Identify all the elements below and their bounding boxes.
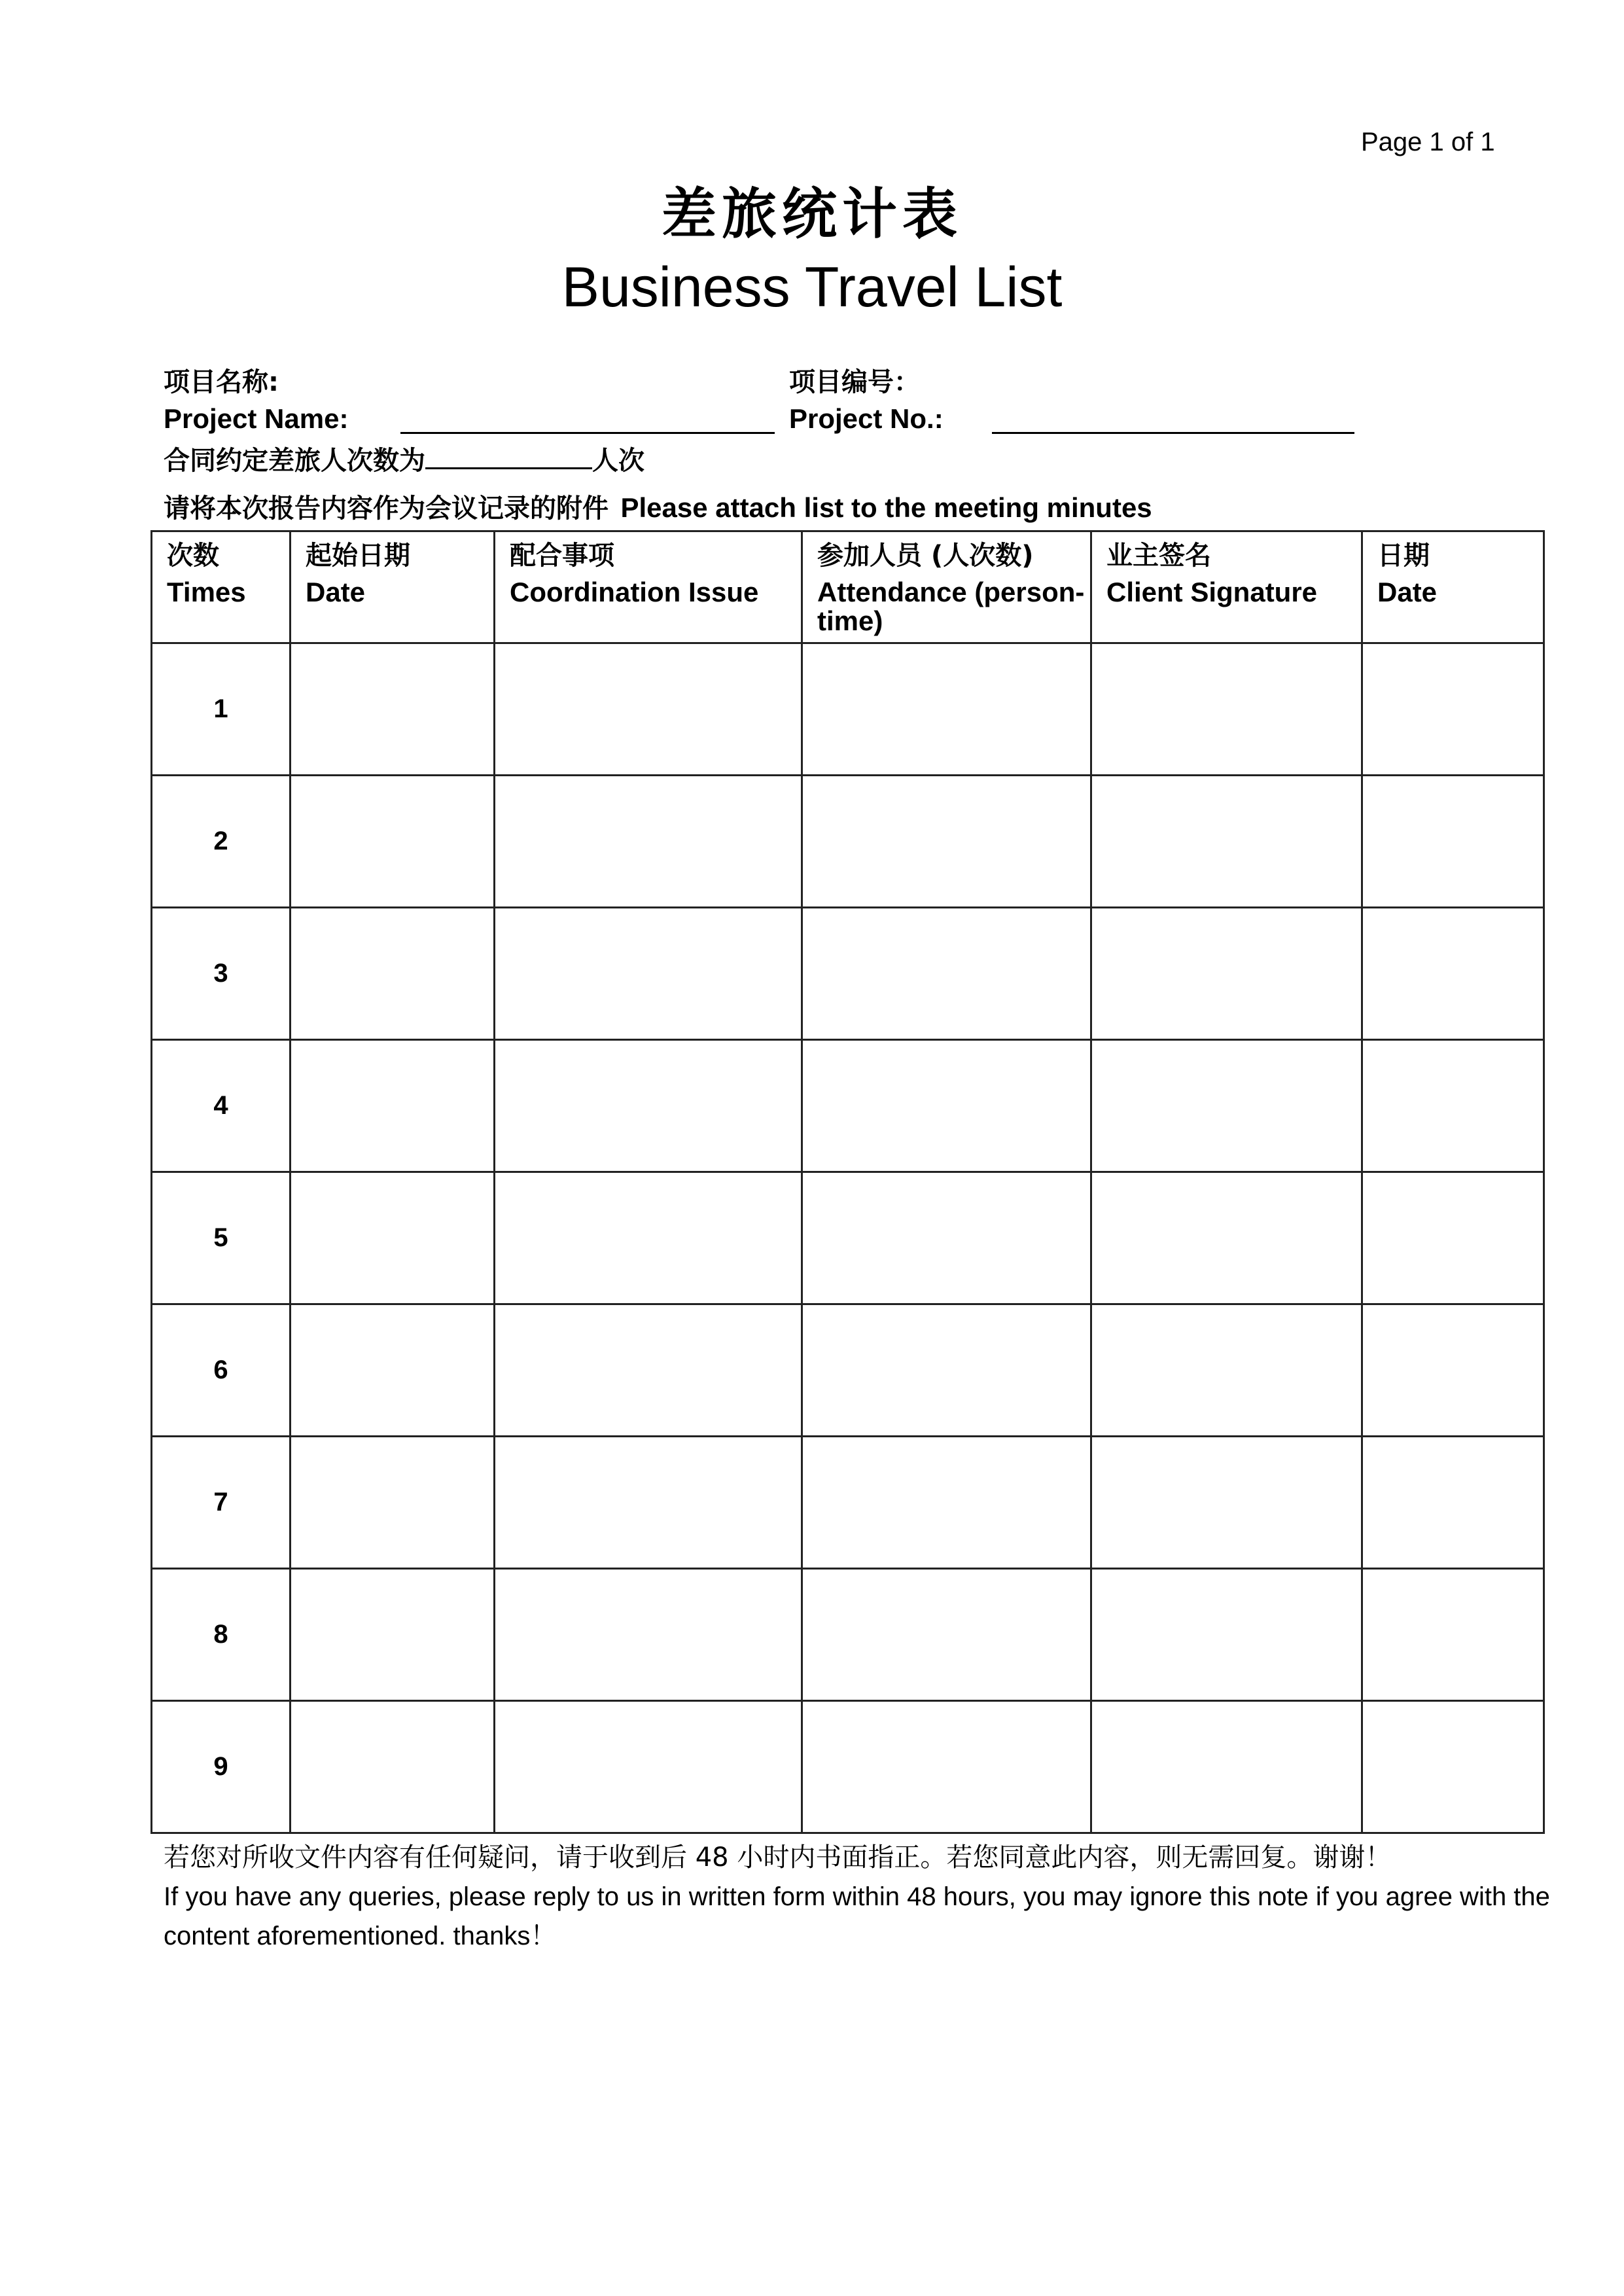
date-cell[interactable] xyxy=(1362,1569,1544,1701)
table-row xyxy=(152,1701,1544,1833)
project-name-label: Project Name: xyxy=(164,403,349,434)
attendance-cell[interactable] xyxy=(802,1701,1091,1833)
table-row xyxy=(152,643,1544,776)
coordination-issue-cell[interactable] xyxy=(495,908,802,1040)
contract-persons-line xyxy=(164,440,644,477)
table-row xyxy=(152,1437,1544,1569)
start-date-cell[interactable] xyxy=(291,1701,495,1833)
attendance-cell[interactable] xyxy=(802,1569,1091,1701)
project-no-label: Project No.: xyxy=(789,403,944,434)
date-cell[interactable] xyxy=(1362,1304,1544,1437)
table-row xyxy=(152,1040,1544,1172)
header-start-date: 起始日期 Date xyxy=(291,531,495,643)
attach-note-cn: 请将本次报告内容作为会议记录的附件 xyxy=(164,493,609,524)
client-signature-cell[interactable] xyxy=(1091,1569,1362,1701)
client-signature-cell[interactable] xyxy=(1091,1437,1362,1569)
start-date-cell[interactable] xyxy=(291,908,495,1040)
client-signature-cell[interactable] xyxy=(1091,776,1362,908)
header-coordination-issue: 配合事项 Coordination Issue xyxy=(495,531,802,643)
page-title-english: Business Travel List xyxy=(561,256,1063,319)
page-number: Page 1 of 1 xyxy=(1361,128,1495,156)
attendance-cell[interactable] xyxy=(802,643,1091,776)
row-number: 6 xyxy=(152,1304,291,1437)
start-date-cell[interactable] xyxy=(291,1040,495,1172)
row-number: 1 xyxy=(152,643,291,776)
client-signature-cell[interactable] xyxy=(1091,1701,1362,1833)
client-signature-cell[interactable] xyxy=(1091,1040,1362,1172)
table-row xyxy=(152,1304,1544,1437)
project-name-label-cn: 项目名称: xyxy=(164,367,279,397)
date-cell[interactable] xyxy=(1362,908,1544,1040)
coordination-issue-cell[interactable] xyxy=(495,1304,802,1437)
date-cell[interactable] xyxy=(1362,1437,1544,1569)
attendance-cell[interactable] xyxy=(802,1040,1091,1172)
coordination-issue-cell[interactable] xyxy=(495,1040,802,1172)
table-row xyxy=(152,1172,1544,1304)
table-row xyxy=(152,776,1544,908)
row-number: 9 xyxy=(152,1701,291,1833)
project-name-field[interactable] xyxy=(400,432,775,434)
header-attendance: 参加人员 (人次数) Attendance (person-time) xyxy=(802,531,1091,643)
coordination-issue-cell[interactable] xyxy=(495,1437,802,1569)
travel-table xyxy=(150,530,1545,1834)
client-signature-cell[interactable] xyxy=(1091,908,1362,1040)
attendance-cell[interactable] xyxy=(802,1172,1091,1304)
attach-note xyxy=(164,488,1152,525)
coordination-issue-cell[interactable] xyxy=(495,1569,802,1701)
contract-prefix-label: 合同约定差旅人次数为 xyxy=(164,446,425,476)
table-header-row xyxy=(152,531,1544,643)
footer-note-cn: 若您对所收文件内容有任何疑问，请于收到后 48 小时内书面指正。若您同意此内容，则无需回复。谢谢！ xyxy=(164,1842,1392,1873)
contract-persons-field[interactable] xyxy=(425,444,592,469)
coordination-issue-cell[interactable] xyxy=(495,643,802,776)
attendance-cell[interactable] xyxy=(802,1304,1091,1437)
table-row xyxy=(152,1569,1544,1701)
date-cell[interactable] xyxy=(1362,1040,1544,1172)
attach-note-en: Please attach list to the meeting minutes xyxy=(620,492,1152,523)
attendance-cell[interactable] xyxy=(802,908,1091,1040)
date-cell[interactable] xyxy=(1362,1701,1544,1833)
attendance-cell[interactable] xyxy=(802,776,1091,908)
row-number: 7 xyxy=(152,1437,291,1569)
start-date-cell[interactable] xyxy=(291,776,495,908)
start-date-cell[interactable] xyxy=(291,1172,495,1304)
client-signature-cell[interactable] xyxy=(1091,1172,1362,1304)
coordination-issue-cell[interactable] xyxy=(495,776,802,908)
table-row xyxy=(152,908,1544,1040)
row-number: 2 xyxy=(152,776,291,908)
attendance-cell[interactable] xyxy=(802,1437,1091,1569)
project-no-field[interactable] xyxy=(992,432,1354,434)
header-client-signature: 业主签名 Client Signature xyxy=(1091,531,1362,643)
coordination-issue-cell[interactable] xyxy=(495,1172,802,1304)
page-title-chinese: 差旅统计表 xyxy=(661,182,962,246)
coordination-issue-cell[interactable] xyxy=(495,1701,802,1833)
row-number: 8 xyxy=(152,1569,291,1701)
footer-note-en: If you have any queries, please reply to us in written form within 48 hours, you may ignore this note if you agree with the content aforementioned. thanks！ xyxy=(164,1882,1550,1950)
row-number: 5 xyxy=(152,1172,291,1304)
header-times: 次数 Times xyxy=(152,531,291,643)
start-date-cell[interactable] xyxy=(291,1437,495,1569)
row-number: 3 xyxy=(152,908,291,1040)
start-date-cell[interactable] xyxy=(291,643,495,776)
contract-suffix-label: 人次 xyxy=(592,446,644,476)
date-cell[interactable] xyxy=(1362,776,1544,908)
client-signature-cell[interactable] xyxy=(1091,643,1362,776)
project-no-label-cn: 项目编号： xyxy=(789,367,920,397)
date-cell[interactable] xyxy=(1362,643,1544,776)
row-number: 4 xyxy=(152,1040,291,1172)
header-date: 日期 Date xyxy=(1362,531,1544,643)
client-signature-cell[interactable] xyxy=(1091,1304,1362,1437)
start-date-cell[interactable] xyxy=(291,1569,495,1701)
start-date-cell[interactable] xyxy=(291,1304,495,1437)
date-cell[interactable] xyxy=(1362,1172,1544,1304)
